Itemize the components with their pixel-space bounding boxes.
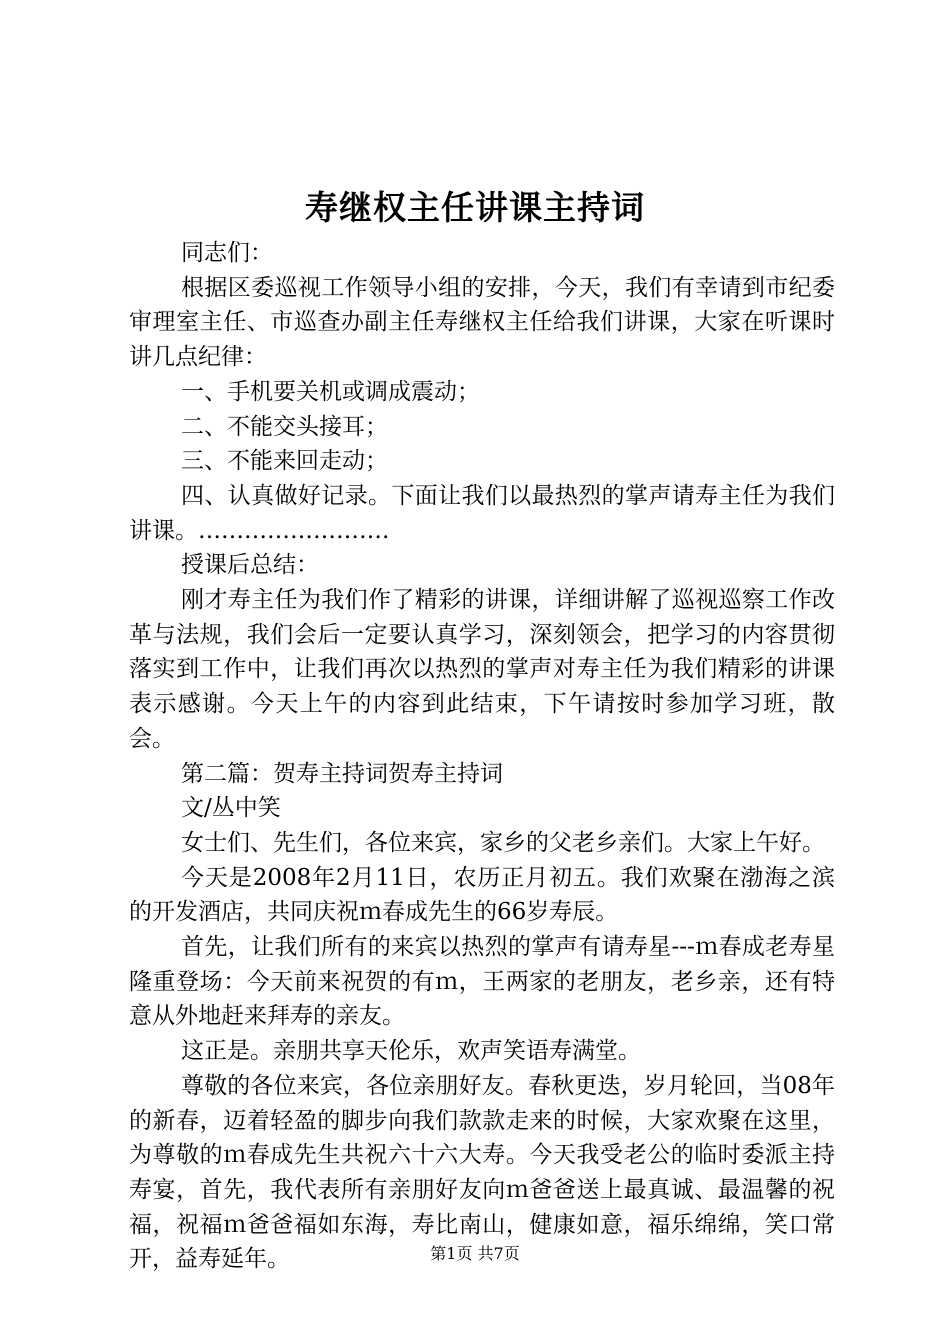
paragraph-part-two-heading: 第二篇：贺寿主持词贺寿主持词 (181, 760, 503, 787)
paragraph-rule-3: 三、不能来回走动； (181, 448, 388, 475)
paragraph-welcome: 女士们、先生们，各位来宾，家乡的父老乡亲们。大家上午好。 (181, 829, 825, 856)
paragraph-blessing: 尊敬的各位来宾，各位亲朋好友。春秋更迭，岁月轮回，当08年的新春，迈着轻盈的脚步向我们款款走来的时候，大家欢聚在这里，为尊敬的ｍ春成先生共祝六十六大寿。今天我受老公的临时委派主持寿宴，首先，我代表所有亲朋好友向ｍ爸爸送上最真诚、最温馨的祝福，祝福ｍ爸爸福如东海，寿比南山，健康如意，福乐绵绵，笑口常开，益寿延年。 (129, 1072, 835, 1273)
paragraph-rule-1: 一、手机要关机或调成震动； (181, 378, 480, 405)
paragraph-greeting: 同志们： (181, 240, 273, 266)
page-footer: 第1页 共7页 (430, 1244, 520, 1263)
paragraph-summary: 刚才寿主任为我们作了精彩的讲课，详细讲解了巡视巡察工作改革与法规，我们会后一定要认真学习，深刻领会，把学习的内容贯彻落实到工作中，让我们再次以热烈的掌声对寿主任为我们精彩的讲课表示感谢。今天上午的内容到此结束，下午请按时参加学习班，散会。 (129, 587, 835, 752)
paragraph-couplet: 这正是。亲朋共享天伦乐，欢声笑语寿满堂。 (181, 1038, 641, 1065)
paragraph-invite: 首先，让我们所有的来宾以热烈的掌声有请寿星---ｍ春成老寿星隆重登场：今天前来祝贺的有ｍ，王两家的老朋友，老乡亲，还有特意从外地赶来拜寿的亲友。 (129, 934, 835, 1030)
paragraph-date: 今天是2008年2月11日，农历正月初五。我们欢聚在渤海之滨的开发酒店，共同庆祝ｍ春成先生的66岁寿辰。 (129, 864, 835, 926)
paragraph-rule-4: 四、认真做好记录。下面让我们以最热烈的掌声请寿主任为我们讲课。……………………. (129, 482, 835, 544)
paragraph-summary-heading: 授课后总结： (181, 552, 319, 579)
paragraph-rule-2: 二、不能交头接耳； (181, 413, 388, 440)
paragraph-author: 文/丛中笑 (181, 795, 281, 822)
document-body (129, 236, 835, 1277)
paragraph-intro: 根据区委巡视工作领导小组的安排，今天，我们有幸请到市纪委审理室主任、市巡查办副主任寿继权主任给我们讲课，大家在听课时讲几点纪律： (129, 274, 835, 371)
document-title: 寿继权主任讲课主持词 (305, 188, 645, 227)
